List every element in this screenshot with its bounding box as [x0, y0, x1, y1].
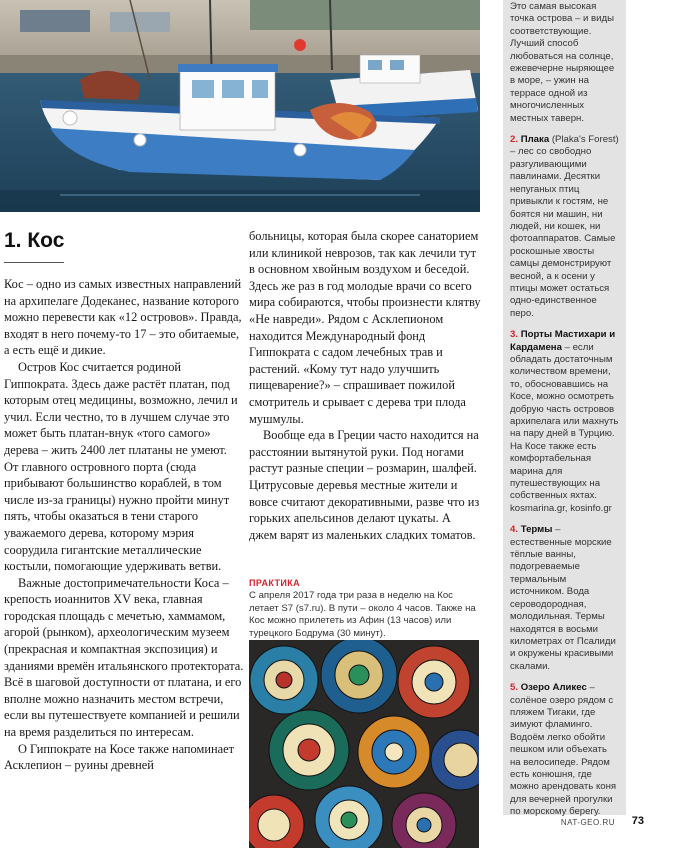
- sidebar-entry: [510, 134, 620, 320]
- article-column-2: [249, 228, 481, 543]
- body-paragraph: больницы, которая была скорее санаторием или клиникой неврозов, так как лечили тут в основном хвойным воздухом и беседой. Здесь же раз в год молодые врачи со всего мира собираются, чтобы произнести клятву «Не навреди». Рядом с Асклепионом находится Международный фонд Гиппократа с садом лечебных трав и растений. «Кому тут надо улучшить пищеварение?» – спрашивает пожилой смотритель и срывает с дерева три плода мушмулы.: [249, 229, 481, 426]
- sidebar-entry: [510, 682, 620, 818]
- title-divider: [4, 262, 64, 263]
- sidebar-entry: [510, 329, 620, 515]
- harbour-boats-photo: [0, 0, 480, 212]
- entry-number: 5.: [510, 682, 519, 694]
- entry-number: 2.: [510, 134, 519, 146]
- body-paragraph: О Гиппократе на Косе также напоминает Асклепион – руины древней: [4, 741, 235, 773]
- entry-number: 3.: [510, 329, 519, 341]
- entry-name: Порты Мастихари и Кардамена: [510, 329, 616, 353]
- practical-info-text: С апреля 2017 года три раза в неделю на Кос летает S7 (s7.ru). В пути – около 4 часов. Также на Кос можно прилететь из Афин (13 часов) или турецкого Бодрума (30 минут).: [249, 590, 476, 639]
- entry-number: 4.: [510, 524, 519, 536]
- body-paragraph: Вообще еда в Греции часто находится на расстоянии вытянутой руки. Под ногами растут разные специи – розмарин, шалфей. Цитрусовые деревья местные жители и вовсе считают декоративными, разве что из горьких апельсинов делают цукаты. А джем варят из маленьких сладких томатов.: [249, 428, 480, 542]
- article-title: 1. Кос: [4, 229, 65, 252]
- entry-text: (Plaka's Forest) – лес со свободно разгуливающими павлинами. Десятки непуганых птиц привыкли к гостям, не боятся ни машин, ни людей, ни кошек, ни фотоаппаратов. Самые роскошные хвосты самцы демонстрируют весной, а к осени у птицы может остаться одно-единственное перо.: [510, 134, 619, 319]
- practical-info: [249, 578, 481, 640]
- entry-text: – если обладать достаточным количеством времени, то, обосновавшись на Косе, можно осмотреть добрую часть островов архипелага или махнуть на пару дней в Турцию. На Косе также есть комфортабельная марина для путешествующих на собственных яхтах. kosmarina.gr, kosinfo.gr: [510, 341, 619, 514]
- body-paragraph: Остров Кос считается родиной Гиппократа. Здесь даже растёт платан, под которым отец медицины, возможно, лечил и учил. Если честно, то в лучшем случае это может быть платан-внук «того самого» дерева – жить 2400 лет платаны не умеют. От главного островного порта (сюда прибывают большинство кораблей, в том числе из-за границы) нужно пройти минут пять, чтобы оказаться в тени старого уважаемого дерева, которому мэрия соорудила гигантские металлические костыли, помогающие удерживать ветви.: [4, 359, 238, 574]
- sidebar-intro: Это самая высокая точка острова – и виды соответствующие. Лучший способ любоваться на солнце, ежевечерне ныряющее в море, – ужин на террасе одной из многочисленных местных таверн.: [510, 1, 615, 124]
- ceramic-plates-photo: [249, 640, 479, 848]
- entry-name: Озеро Аликес: [520, 682, 587, 694]
- entry-name: Плака: [520, 134, 550, 146]
- footer-site-url: NAT-GEO.RU: [560, 818, 615, 827]
- entry-name: Термы: [520, 524, 553, 536]
- sidebar-entry: [510, 524, 620, 673]
- body-paragraph: Кос – одно из самых известных направлений на архипелаге Додеканес, название которого можно перевести как «12 островов». Правда, входят в него почему-то 17 – это обитаемые, а есть ещё и дикие.: [4, 277, 242, 358]
- practical-info-label: ПРАКТИКА: [249, 578, 301, 588]
- article-column-1: [4, 276, 244, 774]
- page-number: 73: [631, 815, 644, 827]
- entry-text: – естественные морские тёплые ванны, подогреваемые термальным источником. Вода сероводородная, молодильная. Термы находятся в восьми километрах от Псалиди и окружены красивыми скалами.: [510, 524, 616, 672]
- body-paragraph: Важные достопримечательности Коса – крепость иоаннитов XV века, главная городская площадь с мечетью, хаммамом, агорой (рынком), археологическим музеем (прекрасная и компактная экспозиция) и зданиями времён итальянского протектората. Всё в шаговой доступности от платана, и его вполне можно назначить местом встречи, если вы путешествуете компанией и решили на время разделиться по интересам.: [4, 575, 244, 740]
- sidebar-places: [503, 0, 626, 818]
- entry-text: – солёное озеро рядом с пляжем Тигаки, где зимуют фламинго. Водоём легко обойти пешком или объехать на велосипеде. Рядом есть конюшня, где можно арендовать коня для вечерней прогулки по морскому берегу.: [510, 682, 617, 818]
